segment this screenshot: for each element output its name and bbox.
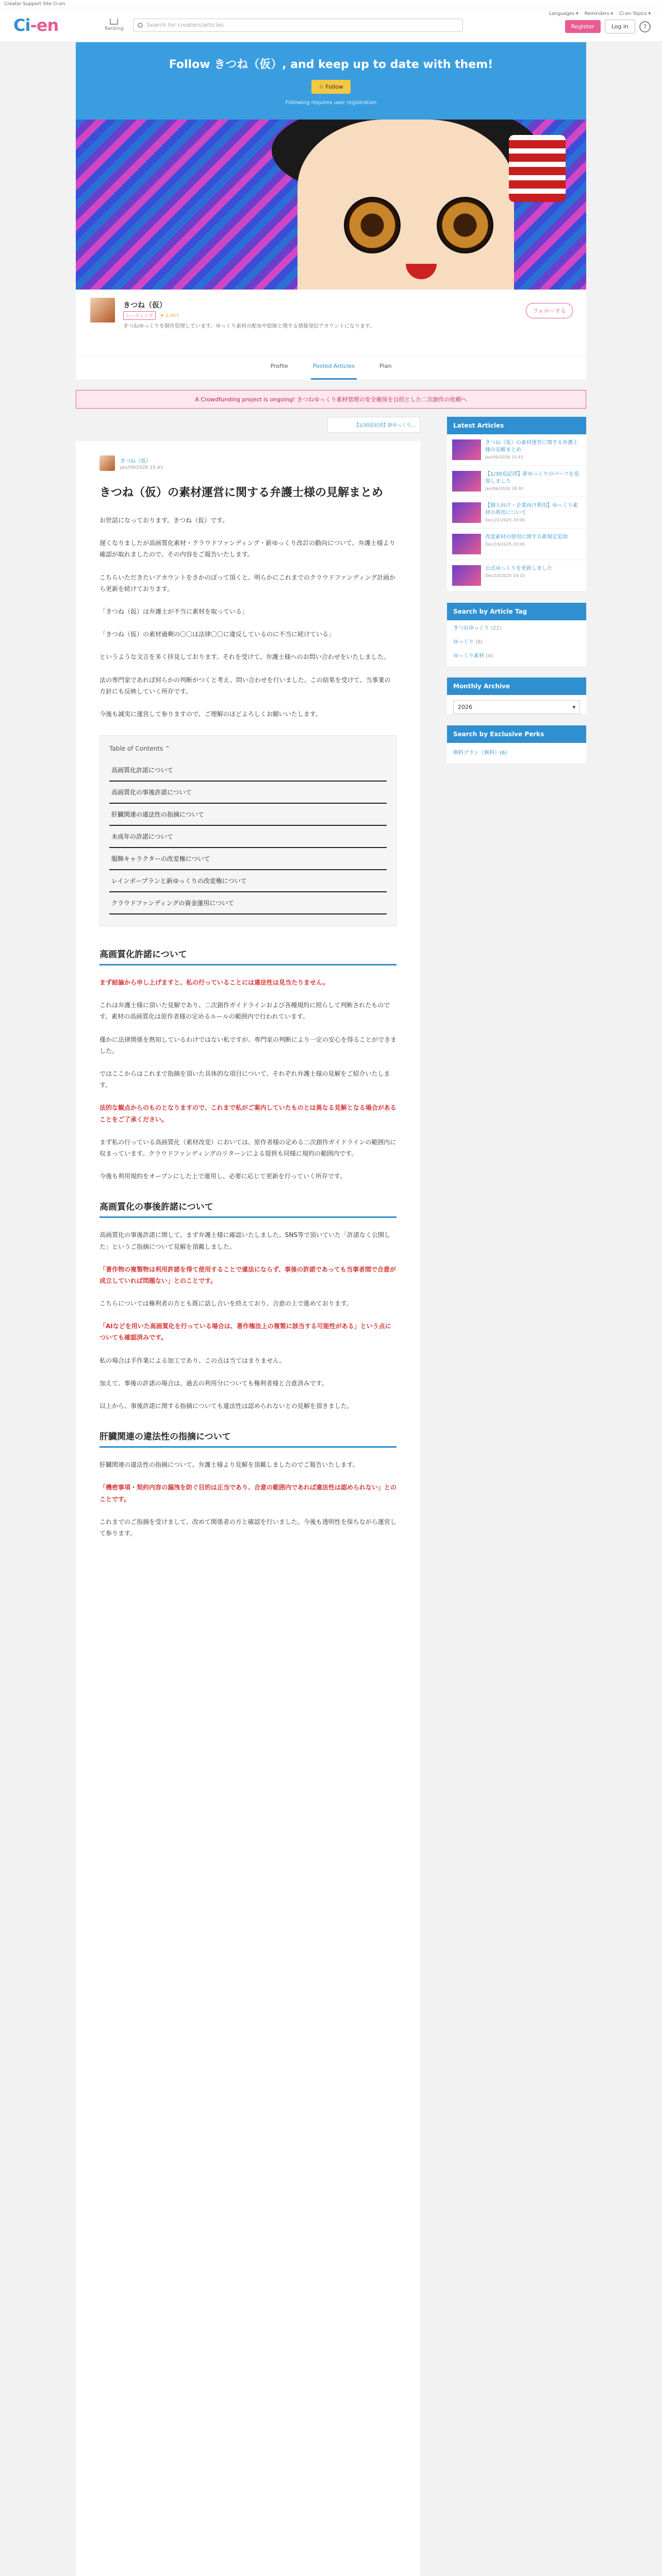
cover-image	[76, 120, 586, 290]
topics-menu[interactable]: Ci-en Topics ▾	[619, 11, 651, 16]
latest-article-title[interactable]: 【1/30追記済】新ゆっくりのパーツを追加しました	[485, 471, 579, 484]
section-paragraph: 僅かに法律関係を熟知しているわけではない私ですが、専門家の判断により一定の安心を得ることができました。	[100, 1036, 397, 1055]
search-icon	[138, 23, 143, 28]
perk-link[interactable]: 無料プラン（無料）(6)	[453, 750, 507, 756]
tag-name: きつねゆっくり	[453, 625, 489, 631]
search-input[interactable]	[133, 19, 463, 32]
tag-name: ゆっくり	[453, 639, 474, 645]
cover-eye-left	[344, 197, 401, 253]
section-paragraph: 私の場合は手作業による加工であり、この点は当てはまりません。	[100, 1357, 286, 1364]
site-logo[interactable]: Ci-en	[13, 15, 59, 35]
emphasis-text: 「著作物の複製物は利用許諾を得て使用することで違法にならず、事後の許諾であっても当事者間で合意が成立していれば問題ない」とのことです。	[100, 1265, 396, 1284]
star-count: ★ 1,067	[160, 313, 179, 318]
section-paragraph: まず私の行っている高画質化（素材改変）においては、原作者様の定める二次創作ガイドラインの範囲内に収まっています。クラウドファンディングのリターンによる提供も同様に規約の範囲内です。	[100, 1138, 396, 1157]
rating-badge: レーティング	[123, 311, 156, 320]
latest-article-item[interactable]	[447, 466, 586, 497]
article-author	[100, 455, 396, 471]
intro-paragraph: 今後も誠実に運営して参りますので、ご理解のほどよろしくお願いいたします。	[100, 710, 322, 718]
emphasis-text: 「AIなどを用いた高画質化を行っている場合は、著作権法上の複製に該当する可能性がある」という点についても確認済みです。	[100, 1323, 391, 1342]
latest-article-item[interactable]	[447, 529, 586, 560]
creator-tabs	[76, 356, 586, 380]
creator-info	[76, 290, 586, 380]
section-paragraph	[100, 1102, 396, 1125]
creator-avatar[interactable]	[89, 297, 116, 324]
ranking-label: Ranking	[105, 26, 124, 31]
table-of-contents	[100, 735, 396, 926]
creator-meta	[123, 311, 179, 320]
author-name[interactable]: きつね（仮）	[120, 458, 151, 464]
nav-spacer	[76, 417, 322, 433]
toc-item[interactable]: 未成年の許諾について	[109, 826, 387, 848]
creator-name[interactable]: きつね（仮）	[123, 301, 167, 310]
tag-link[interactable]	[447, 634, 586, 648]
previous-post-link[interactable]: 【1/30追記済】新ゆっくり…	[327, 417, 420, 433]
latest-article-date: Dec/22/2025 20:00	[485, 518, 525, 522]
cover-bow	[509, 135, 566, 202]
toc-item[interactable]: 高画質化の事後許諾について	[109, 782, 387, 804]
section-paragraph: ではここからはこれまで指摘を頂いた具体的な項目について、それぞれ弁護士様の見解をご紹介いたします。	[100, 1070, 390, 1089]
latest-article-item[interactable]	[447, 560, 586, 591]
section-paragraph: こちらについては権利者の方とも既に話し合いを終えており、合意の上で進めております。	[100, 1300, 353, 1308]
login-button[interactable]: Log in	[605, 20, 635, 33]
latest-article-title[interactable]: 改変素材の使用に関する新規定追加	[485, 534, 568, 540]
section-paragraph: 以上から、事後許諾に関する指摘についても違法性は認められないとの見解を頂きました。	[100, 1402, 353, 1410]
tab-profile[interactable]: Profile	[270, 363, 288, 369]
emphasis-text: 「機密事項・契約内容の漏洩を防ぐ目的は正当であり、合意の範囲内であれば違法性は認められない」とのことです。	[100, 1484, 397, 1503]
article-thumbnail	[452, 502, 481, 523]
monthly-archive-box	[447, 677, 586, 714]
tag-count: (4)	[486, 653, 493, 659]
creator-follow-button[interactable]: フォローする	[526, 303, 573, 318]
intro-block	[100, 515, 396, 720]
tag-count: (22)	[491, 625, 502, 631]
section-paragraph: これは弁護士様に頂いた見解であり、二次創作ガイドラインおよび各種規約に照らして判断されたものです。素材の高画質化は原作者様の定めるルールの範囲内で行われています。	[100, 1002, 390, 1021]
intro-paragraph: 法の専門家であれば何らかの判断がつくと考え、問い合わせを行いました。この結果を受けて、当事業の方針にも反映していく所存です。	[100, 676, 391, 695]
monthly-archive-heading: Monthly Archive	[447, 677, 586, 695]
crown-icon	[110, 19, 118, 25]
author-avatar[interactable]	[100, 455, 115, 471]
section-paragraph: 今後も利用規約をオープンにした上で運用し、必要に応じて更新を行っていく所存です。	[100, 1173, 346, 1180]
top-strip: Creator Support Site Ci-en	[0, 0, 662, 8]
tag-name: ゆっくり素材	[453, 653, 484, 659]
cover-eye-right	[437, 197, 493, 253]
intro-paragraph: 「きつね（仮）は弁護士が不当に素材を取っている」	[100, 607, 249, 615]
tag-link[interactable]	[447, 648, 586, 666]
tag-count: (8)	[475, 639, 483, 645]
help-icon[interactable]: ?	[639, 21, 651, 32]
latest-article-date: Dec/10/2025 14:10	[485, 573, 525, 578]
section-paragraph	[100, 1482, 396, 1504]
section-paragraph	[100, 1320, 396, 1343]
tag-link[interactable]	[447, 620, 586, 634]
follow-banner	[76, 42, 586, 120]
intro-paragraph: こちらいただきたいアカウントをさかのぼって頂くと、明らかにこれまでのクラウドファンディング計画から更新を続けております。	[100, 573, 396, 592]
archive-year-select[interactable]	[453, 700, 580, 714]
section-heading: 肝臓関連の違法性の指摘について	[100, 1429, 396, 1448]
crowdfunding-notice[interactable]: A Crowdfunding project is ongoing! きつねゆっくり素材管理の安全確保を目的とした二次創作の依頼へ	[76, 390, 586, 409]
header-links	[549, 11, 651, 16]
post-navigation	[76, 417, 420, 433]
ranking-link[interactable]	[105, 19, 123, 31]
perks-search-heading: Search by Exclusive Perks	[447, 725, 586, 743]
latest-articles-box	[447, 417, 586, 591]
article-thumbnail	[452, 534, 481, 554]
register-button[interactable]: Register	[565, 20, 601, 33]
auth-buttons	[565, 20, 651, 33]
latest-articles-heading: Latest Articles	[447, 417, 586, 434]
latest-article-date: Jan/06/2026 18:30	[485, 486, 523, 491]
intro-paragraph: 遅くなりましたが高画質化素材・クラウドファンディング・新ゆっくり改訂の動向について、弁護士様より確認が取れましたので、その内容をご報告いたします。	[100, 539, 395, 558]
section-paragraph: 高画質化の事後許諾に関して、まず弁護士様に確認いたしました。SNS等で頂いていた「許諾なく公開した」というご指摘について見解を頂戴しました。	[100, 1231, 390, 1250]
tab-posted-articles[interactable]: Posted Articles	[311, 363, 357, 380]
chevron-down-icon: ▾	[572, 704, 575, 710]
latest-article-item[interactable]	[447, 434, 586, 466]
emphasis-text: まず結論から申し上げますと、私の行っていることには違法性は見当たりません。	[100, 979, 329, 987]
latest-article-title[interactable]: きつね（仮）の素材運営に関する弁護士様の見解まとめ	[485, 440, 578, 453]
tag-search-box	[447, 603, 586, 666]
latest-article-date: Jan/09/2026 15:43	[485, 455, 523, 460]
article-thumbnail	[452, 471, 481, 492]
languages-menu[interactable]: Languages ▾	[549, 11, 578, 16]
follow-title: Follow きつね（仮）, and keep up to date with them!	[169, 58, 493, 71]
latest-article-title[interactable]: 公式ゆっくりを更新しました	[485, 566, 552, 571]
toc-heading[interactable]: Table of Contents ⌃	[109, 745, 171, 753]
latest-article-date: Dec/19/2025 20:00	[485, 542, 525, 547]
intro-paragraph: というような文言を多く拝見しております。それを受けて、弁護士様へのお問い合わせをいたしました。	[100, 653, 390, 661]
tag-search-heading: Search by Article Tag	[447, 603, 586, 620]
follow-subtext: Following requires user registration	[285, 100, 377, 106]
section-paragraph: これまでのご指摘を受けまして、改めて関係者の方と確認を行いました。今後も透明性を保ちながら運営して参ります。	[100, 1518, 396, 1537]
main-content	[76, 417, 420, 2576]
emphasis-text: 法的な観点からのものとなりますので、これまで私がご案内していたものとは異なる見解となる場合があることをご了承ください。	[100, 1104, 396, 1123]
header-actions	[549, 11, 651, 33]
section-paragraph: 加えて、事後の許諾の場合は、過去の利用分についても権利者様と合意済みです。	[100, 1379, 328, 1387]
main-layout	[76, 417, 586, 2576]
section-paragraph	[100, 1264, 396, 1286]
section-paragraph: 肝臓関連の違法性の指摘について、弁護士様より見解を頂戴しましたのでご報告いたします。	[100, 1461, 359, 1469]
article-date: Jan/09/2026 15:43	[120, 465, 163, 470]
section-heading: 高画質化許諾について	[100, 947, 396, 965]
search-placeholder: Search for creators/articles	[146, 22, 224, 28]
article	[76, 441, 420, 2576]
creator-description: きつねゆっくりを制作管理しています。ゆっくり素材の配布や絵師と関する情報発信アカウントになります。	[123, 324, 375, 329]
reminders-menu[interactable]: Reminders ▾	[584, 11, 614, 16]
tab-plan[interactable]: Plan	[379, 363, 392, 369]
site-header	[0, 8, 662, 42]
intro-paragraph: お世話になっております。きつね（仮）です。	[100, 517, 229, 524]
toc-item[interactable]: 服飾キャラクターの改変権について	[109, 848, 387, 870]
article-thumbnail	[452, 439, 481, 460]
article-thumbnail	[452, 565, 481, 586]
toc-item[interactable]: レインボープランと新ゆっくりの改変権について	[109, 870, 387, 892]
intro-paragraph: 「きつね（仮）の素材過剰の〇〇は法律〇〇に違反しているのに不当に続けている」	[100, 631, 335, 638]
latest-article-item[interactable]	[447, 497, 586, 529]
section-heading: 高画質化の事後許諾について	[100, 1199, 396, 1218]
article-title: きつね（仮）の素材運営に関する弁護士様の見解まとめ	[100, 486, 384, 499]
perks-search-box	[447, 725, 586, 763]
section-paragraph	[100, 977, 396, 988]
toc-item[interactable]: 肝臓関連の違法性の指摘について	[109, 804, 387, 826]
archive-year-value: 2026	[458, 704, 472, 710]
latest-article-title[interactable]: 【個人向け・企業向け利用】ゆっくり素材の利用について	[485, 503, 578, 516]
toc-item[interactable]: 高画質化許諾について	[109, 759, 387, 782]
follow-button[interactable]: ☆ Follow	[311, 80, 351, 94]
toc-item[interactable]: クラウドファンディングの資金運用について	[109, 892, 387, 914]
sidebar	[447, 417, 586, 2576]
